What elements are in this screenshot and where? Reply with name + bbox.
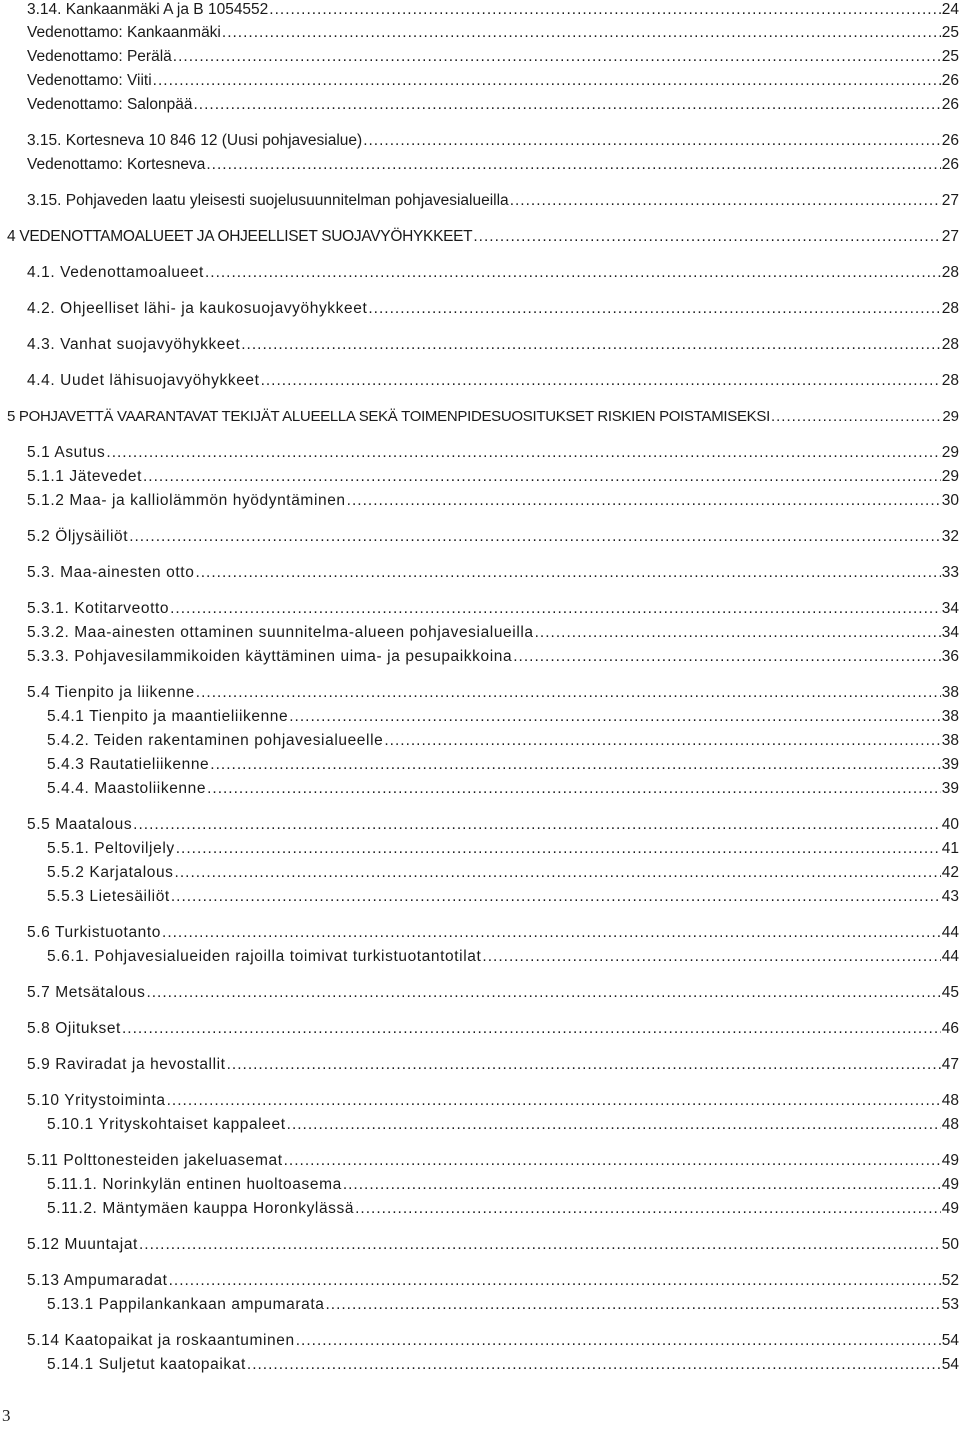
toc-entry-page: 26 [941,72,959,89]
toc-entry-page: 40 [941,816,959,833]
toc-entry-title: 3.15. Kortesneva 10 846 12 (Uusi pohjavesialue) [27,132,363,149]
toc-entry-page: 29 [941,444,959,461]
toc-entry-page: 46 [941,1020,959,1037]
toc-entry-4-2[interactable] [27,299,959,319]
toc-entry-page: 27 [941,228,959,245]
toc-entry-page: 36 [941,648,959,665]
toc-entry-5-13-1[interactable] [47,1295,959,1315]
toc-entry-5-8[interactable] [27,1019,959,1039]
toc-entry-page: 41 [941,840,959,857]
toc-entry-5-10-1[interactable] [47,1115,959,1135]
toc-entry-title: 5.13.1 Pappilankankaan ampumarata [47,1296,325,1313]
toc-entry-title: 5.10.1 Yrityskohtaiset kappaleet [47,1116,286,1133]
toc-dot-leader [210,755,940,775]
toc-dot-leader [284,1151,941,1171]
toc-dot-leader [162,923,941,943]
toc-dot-leader [227,1055,941,1075]
toc-entry-page: 48 [941,1116,959,1133]
toc-entry-5-4-2[interactable] [47,731,959,751]
toc-entry-title: 5.3. Maa-ainesten otto [27,564,195,581]
toc-dot-leader [133,815,941,835]
toc-entry-page: 38 [941,684,959,701]
toc-entry-5-5-3[interactable] [47,887,959,907]
toc-entry-5-3-2[interactable] [27,623,959,643]
toc-entry-5-5[interactable] [27,815,959,835]
toc-entry-title: 5.1.1 Jätevedet [27,468,142,485]
toc-entry-title: 4 VEDENOTTAMOALUEET JA OHJEELLISET SUOJAVYÖHYKKEET [7,228,473,245]
toc-entry-page: 25 [941,24,959,41]
toc-entry-title: 5.5.2 Karjatalous [47,864,174,881]
toc-dot-leader [510,191,941,211]
toc-entry-title: 4.3. Vanhat suojavyöhykkeet [27,336,241,353]
toc-dot-leader [175,863,941,883]
toc-entry-title: 5.9 Raviradat ja hevostallit [27,1056,226,1073]
toc-entry-5-4-1[interactable] [47,707,959,727]
toc-entry-viiti[interactable] [27,71,959,91]
toc-entry-title: Vedenottamo: Salonpää [27,96,193,113]
toc-entry-title: 5.11 Polttonesteiden jakeluasemat [27,1152,283,1169]
toc-dot-leader [173,47,941,67]
toc-dot-leader [247,1355,941,1375]
toc-entry-title: 5.1.2 Maa- ja kalliolämmön hyödyntäminen [27,492,346,509]
toc-entry-chapter-5[interactable] [7,407,959,427]
toc-entry-title: 5.5 Maatalous [27,816,133,833]
toc-entry-5-13[interactable] [27,1271,959,1291]
toc-entry-title: 5.2 Öljysäiliöt [27,528,129,545]
toc-entry-page: 44 [941,924,959,941]
toc-dot-leader [535,623,941,643]
toc-dot-leader [139,1235,941,1255]
toc-entry-title: Vedenottamo: Kortesneva [27,156,206,173]
toc-entry-4-3[interactable] [27,335,959,355]
toc-entry-page: 34 [941,600,959,617]
toc-entry-page: 54 [941,1332,959,1349]
toc-dot-leader [207,779,941,799]
toc-entry-page: 47 [941,1056,959,1073]
toc-entry-title: 5.14 Kaatopaikat ja roskaantuminen [27,1332,295,1349]
toc-entry-5-2[interactable] [27,527,959,547]
toc-entry-5-7[interactable] [27,983,959,1003]
toc-dot-leader [296,1331,941,1351]
toc-dot-leader [170,599,941,619]
toc-dot-leader [513,647,941,667]
toc-entry-5-11-2[interactable] [47,1199,959,1219]
toc-entry-page: 33 [941,564,959,581]
toc-dot-leader [363,131,941,151]
toc-entry-title: 4.1. Vedenottamoalueet [27,264,204,281]
toc-dot-leader [176,839,941,859]
toc-entry-salonpaa[interactable] [27,95,959,115]
toc-entry-title: 5.4.1 Tienpito ja maantieliikenne [47,708,289,725]
toc-entry-5-9[interactable] [27,1055,959,1075]
toc-entry-5-1-1[interactable] [27,467,959,487]
toc-dot-leader [146,983,940,1003]
toc-entry-5-3-1[interactable] [27,599,959,619]
toc-entry-page: 54 [941,1356,959,1373]
toc-dot-leader [347,491,941,511]
toc-entry-5-11[interactable] [27,1151,959,1171]
toc-dot-leader [473,227,940,247]
toc-entry-title: 5.12 Muuntajat [27,1236,138,1253]
toc-dot-leader [171,887,941,907]
toc-dot-leader [167,1091,941,1111]
toc-dot-leader [196,683,941,703]
toc-entry-page: 29 [941,468,959,485]
toc-dot-leader [143,467,941,487]
toc-entry-3-15-kortesneva[interactable] [27,131,959,151]
toc-entry-chapter-4[interactable] [7,227,959,247]
toc-entry-5-10[interactable] [27,1091,959,1111]
toc-entry-title: 5.3.3. Pohjavesilammikoiden käyttäminen uima- ja pesupaikkoina [27,648,513,665]
toc-dot-leader [261,371,941,391]
toc-dot-leader [193,95,940,115]
toc-entry-title: 5.11.1. Norinkylän entinen huoltoasema [47,1176,342,1193]
toc-entry-5-14-1[interactable] [47,1355,959,1375]
toc-entry-title: 4.2. Ohjeelliset lähi- ja kaukosuojavyöhykkeet [27,300,368,317]
toc-entry-title: 5.1 Asutus [27,444,106,461]
toc-entry-5-3-3[interactable] [27,647,959,667]
toc-entry-title: 5.10 Yritystoiminta [27,1092,166,1109]
page-number: 3 [2,1406,11,1425]
toc-entry-page: 45 [941,984,959,1001]
toc-entry-5-12[interactable] [27,1235,959,1255]
toc-entry-5-4-3[interactable] [47,755,959,775]
toc-entry-page: 29 [942,408,959,425]
toc-dot-leader [287,1115,941,1135]
toc-entry-title: 5.6.1. Pohjavesialueiden rajoilla toimivat turkistuotantotilat [47,948,482,965]
toc-dot-leader [129,527,941,547]
toc-dot-leader [206,155,940,175]
toc-dot-leader [222,23,941,43]
toc-entry-page: 44 [941,948,959,965]
toc-dot-leader [269,0,940,20]
toc-entry-title: 5.4.3 Rautatieliikenne [47,756,210,773]
toc-entry-title: 3.15. Pohjaveden laatu yleisesti suojelusuunnitelman pohjavesialueilla [27,192,509,209]
toc-entry-perala[interactable] [27,47,959,67]
toc-entry-page: 39 [941,756,959,773]
toc-entry-page: 53 [941,1296,959,1313]
toc-entry-page: 49 [941,1200,959,1217]
toc-entry-page: 49 [941,1152,959,1169]
toc-entry-5-14[interactable] [27,1331,959,1351]
toc-entry-page: 28 [941,264,959,281]
toc-dot-leader [289,707,941,727]
toc-entry-title: 5.11.2. Mäntymäen kauppa Horonkylässä [47,1200,355,1217]
toc-entry-page: 42 [941,864,959,881]
toc-entry-4-1[interactable] [27,263,959,283]
toc-entry-page: 30 [941,492,959,509]
toc-entry-page: 26 [941,156,959,173]
toc-entry-page: 52 [941,1272,959,1289]
toc-entry-5-6[interactable] [27,923,959,943]
toc-dot-leader [384,731,940,751]
toc-entry-page: 28 [941,372,959,389]
toc-entry-5-11-1[interactable] [47,1175,959,1195]
toc-entry-title: 5.14.1 Suljetut kaatopaikat [47,1356,246,1373]
toc-entry-3-14[interactable] [27,0,959,20]
toc-entry-title: 5.4 Tienpito ja liikenne [27,684,195,701]
toc-entry-page: 50 [941,1236,959,1253]
toc-dot-leader [169,1271,941,1291]
toc-entry-5-1[interactable] [27,443,959,463]
toc-entry-5-1-2[interactable] [27,491,959,511]
toc-dot-leader [343,1175,941,1195]
toc-entry-title: 5.6 Turkistuotanto [27,924,162,941]
toc-entry-title: 5.3.2. Maa-ainesten ottaminen suunnitelma-alueen pohjavesialueilla [27,624,534,641]
toc-dot-leader [368,299,940,319]
toc-dot-leader [771,407,941,427]
toc-entry-title: 5.13 Ampumaradat [27,1272,168,1289]
toc-entry-page: 43 [941,888,959,905]
toc-entry-kankaanmaki[interactable] [27,23,959,43]
toc-entry-title: 4.4. Uudet lähisuojavyöhykkeet [27,372,260,389]
toc-entry-title: 5.8 Ojitukset [27,1020,121,1037]
toc-entry-title: Vedenottamo: Perälä [27,48,172,65]
toc-entry-title: 5.5.1. Peltoviljely [47,840,175,857]
toc-entry-title: 5.7 Metsätalous [27,984,146,1001]
toc-entry-title: 3.14. Kankaanmäki A ja B 1054552 [27,1,269,18]
toc-entry-5-5-2[interactable] [47,863,959,883]
toc-dot-leader [153,71,941,91]
toc-dot-leader [482,947,940,967]
toc-entry-page: 28 [941,300,959,317]
toc-entry-page: 38 [941,732,959,749]
toc-dot-leader [106,443,940,463]
toc-dot-leader [205,263,941,283]
toc-entry-5-4[interactable] [27,683,959,703]
toc-entry-5-5-1[interactable] [47,839,959,859]
toc-entry-page: 38 [941,708,959,725]
toc-entry-5-6-1[interactable] [47,947,959,967]
toc-entry-title: 5.4.2. Teiden rakentaminen pohjavesialueelle [47,732,384,749]
toc-entry-4-4[interactable] [27,371,959,391]
toc-entry-title: 5.5.3 Lietesäiliöt [47,888,170,905]
toc-entry-title: Vedenottamo: Kankaanmäki [27,24,221,41]
toc-entry-page: 49 [941,1176,959,1193]
toc-entry-page: 26 [941,96,959,113]
toc-entry-page: 48 [941,1092,959,1109]
toc-entry-page: 27 [941,192,959,209]
toc-entry-title: Vedenottamo: Viiti [27,72,152,89]
toc-entry-page: 28 [941,336,959,353]
toc-dot-leader [241,335,941,355]
toc-dot-leader [355,1199,941,1219]
toc-entry-page: 25 [941,48,959,65]
toc-entry-page: 26 [941,132,959,149]
toc-entry-title: 5.3.1. Kotitarveotto [27,600,170,617]
toc-entry-vedenottamo-kortesneva[interactable] [27,155,959,175]
toc-entry-page: 24 [941,1,959,18]
toc-entry-5-3[interactable] [27,563,959,583]
toc-entry-title: 5.4.4. Maastoliikenne [47,780,207,797]
toc-entry-page: 39 [941,780,959,797]
toc-dot-leader [195,563,940,583]
toc-entry-5-4-4[interactable] [47,779,959,799]
toc-dot-leader [325,1295,940,1315]
toc-entry-page: 32 [941,528,959,545]
toc-entry-page: 34 [941,624,959,641]
toc-dot-leader [122,1019,941,1039]
toc-entry-title: 5 POHJAVETTÄ VAARANTAVAT TEKIJÄT ALUEELLA SEKÄ TOIMENPIDESUOSITUKSET RISKIEN POISTAMISEKSI [7,408,770,425]
toc-entry-3-15-pohjaveden-laatu[interactable] [27,191,959,211]
